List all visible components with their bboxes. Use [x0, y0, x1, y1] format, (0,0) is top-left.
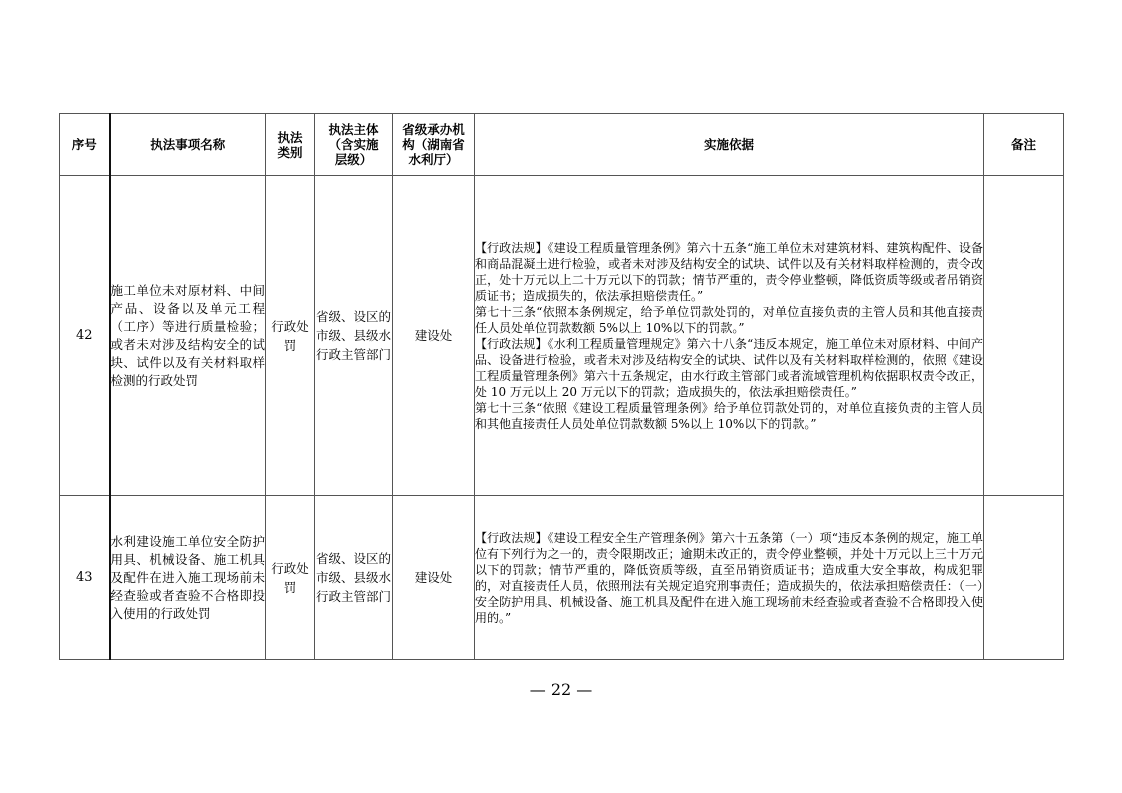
row-agency: 建设处	[393, 496, 475, 660]
header-remark: 备注	[984, 114, 1064, 176]
table-row	[60, 496, 1064, 660]
header-agency: 省级承办机构（湖南省水利厅）	[393, 114, 475, 176]
row-category: 行政处罚	[266, 176, 315, 496]
row-remark	[984, 496, 1064, 660]
enforcement-items-table	[59, 113, 1064, 660]
row-category: 行政处罚	[266, 496, 315, 660]
header-item-name: 执法事项名称	[110, 114, 266, 176]
row-index: 43	[60, 496, 110, 660]
basis-paragraph: 【行政法规】《水利工程质量管理规定》第六十八条“违反本规定，施工单位未对原材料、中间产品、设备进行检验，或者未对涉及结构安全的试块、试件以及有关材料取样检测的，依照《建设工程质量管理条例》第六十五条规定，由水行政主管部门或者流域管理机构依据职权责令改正，处 10 万元以上 20 万元以下的罚款；造成损失的，依法承担赔偿责任。”	[475, 336, 983, 399]
header-subject: 执法主体（含实施层级）	[315, 114, 393, 176]
row-subject: 省级、设区的市级、县级水行政主管部门	[315, 176, 393, 496]
row-remark	[984, 176, 1064, 496]
row-basis	[475, 496, 984, 660]
row-item-name: 施工单位未对原材料、中间产品、设备以及单元工程（工序）等进行质量检验；或者未对涉及结构安全的试块、试件以及有关材料取样检测的行政处罚	[110, 176, 266, 496]
row-basis	[475, 176, 984, 496]
header-basis: 实施依据	[475, 114, 984, 176]
row-subject: 省级、设区的市级、县级水行政主管部门	[315, 496, 393, 660]
basis-paragraph: 【行政法规】《建设工程安全生产管理条例》第六十五条第（一）项“违反本条例的规定，施工单位有下列行为之一的，责令限期改正；逾期未改正的，责令停业整顿，并处十万元以上三十万元以下的罚款；情节严重的，降低资质等级，直至吊销资质证书；造成重大安全事故，构成犯罪的，对直接责任人员，依照刑法有关规定追究刑事责任；造成损失的，依法承担赔偿责任：（一）安全防护用具、机械设备、施工机具及配件在进入施工现场前未经查验或者查验不合格即投入使用的。”	[475, 530, 983, 625]
table-row	[60, 176, 1064, 496]
header-category: 执法类别	[266, 114, 315, 176]
row-item-name: 水利建设施工单位安全防护用具、机械设备、施工机具及配件在进入施工现场前未经查验或者查验不合格即投入使用的行政处罚	[110, 496, 266, 660]
basis-paragraph: 第七十三条“依照《建设工程质量管理条例》给予单位罚款处罚的，对单位直接负责的主管人员和其他直接责任人员处单位罚款数额 5%以上 10%以下的罚款。”	[475, 400, 983, 431]
basis-paragraph: 【行政法规】《建设工程质量管理条例》第六十五条“施工单位未对建筑材料、建筑构配件、设备和商品混凝土进行检验，或者未对涉及结构安全的试块、试件以及有关材料取样检测的，责令改正，处十万元以上二十万元以下的罚款；情节严重的，责令停业整顿，降低资质等级或者吊销资质证书；造成损失的，依法承担赔偿责任。”	[475, 240, 983, 303]
header-index: 序号	[60, 114, 110, 176]
table-header-row	[60, 114, 1064, 176]
row-agency: 建设处	[393, 176, 475, 496]
row-index: 42	[60, 176, 110, 496]
page-number: — 22 —	[529, 680, 593, 699]
basis-paragraph: 第七十三条“依照本条例规定，给予单位罚款处罚的，对单位直接负责的主管人员和其他直接责任人员处单位罚款数额 5%以上 10%以下的罚款。”	[475, 304, 983, 335]
